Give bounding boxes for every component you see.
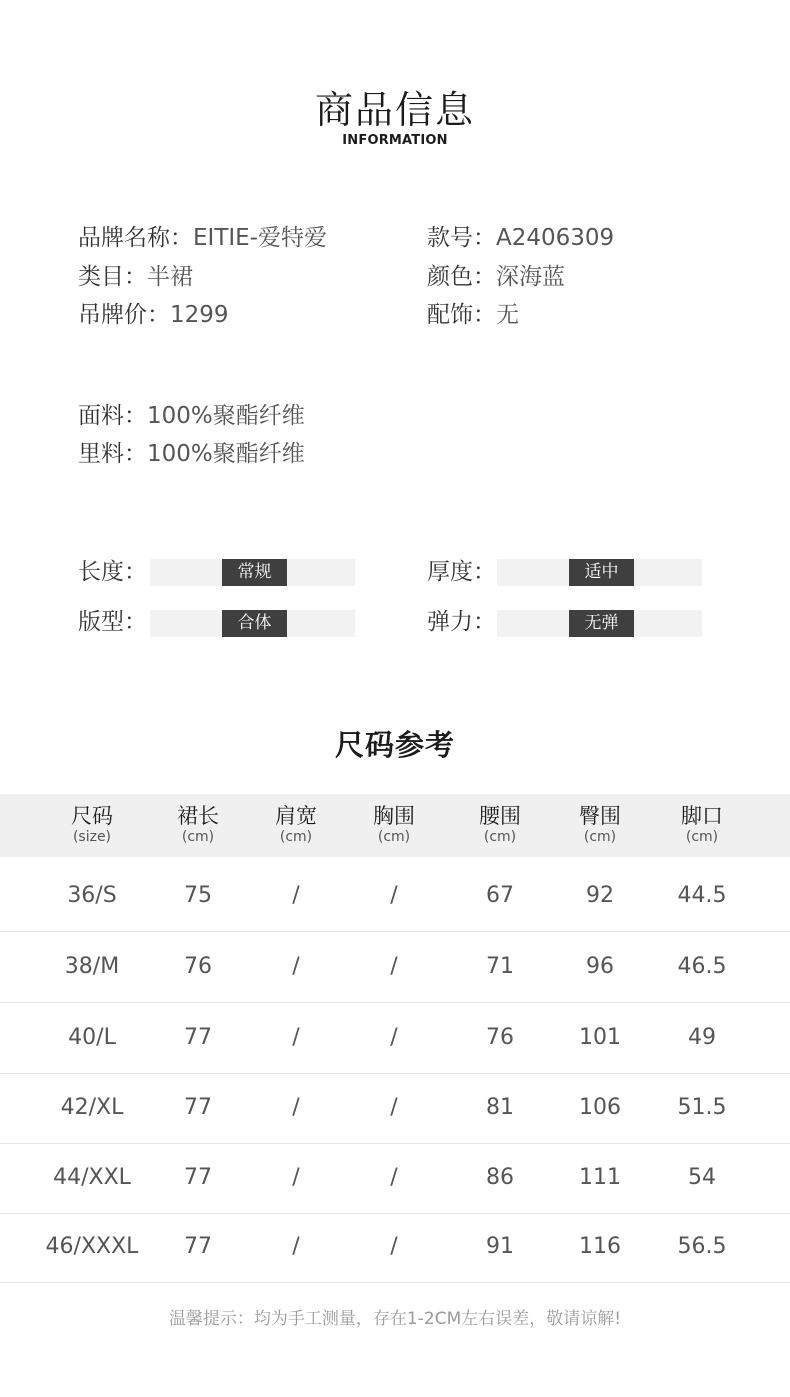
table-cell: 96 <box>586 954 614 979</box>
info-accessory-label: 配饰： <box>427 302 496 328</box>
table-cell: 86 <box>486 1165 514 1190</box>
info-category-value: 半裙 <box>147 264 193 290</box>
header-unit: (cm) <box>279 829 313 845</box>
info-fabric <box>78 401 305 431</box>
info-fabric-value: 100%聚酯纤维 <box>147 403 305 429</box>
table-row <box>0 1142 790 1214</box>
table-cell: 111 <box>579 1165 621 1190</box>
table-cell: 40/L <box>68 1025 116 1050</box>
table-cell: 77 <box>184 1234 212 1259</box>
table-cell: 54 <box>688 1165 716 1190</box>
info-accessory <box>427 300 519 330</box>
table-cell: 46/XXXL <box>45 1234 139 1259</box>
table-cell: 67 <box>486 883 514 908</box>
size-chart-title: 尺码参考 <box>334 728 455 762</box>
table-row <box>0 931 790 1003</box>
attr-fit-label: 版型： <box>78 609 147 635</box>
attr-thickness-label: 厚度： <box>427 559 496 585</box>
attr-elasticity-label: 弹力： <box>427 609 496 635</box>
attr-elasticity-chip: 无弹 <box>569 610 634 637</box>
table-cell: 38/M <box>64 954 120 979</box>
attr-fit-track <box>150 610 355 637</box>
table-cell: 92 <box>586 883 614 908</box>
table-cell: 75 <box>184 883 212 908</box>
page-title: 商品信息 <box>314 88 475 132</box>
info-style-no <box>427 223 614 253</box>
table-cell: / <box>390 1025 398 1050</box>
header-name: 裙长 <box>177 804 219 828</box>
table-cell: 44.5 <box>677 883 727 908</box>
header-name: 腰围 <box>479 804 521 828</box>
header-cell-size <box>42 803 142 845</box>
header-name: 脚口 <box>681 804 723 828</box>
table-row <box>0 1211 790 1283</box>
table-cell: / <box>292 1165 300 1190</box>
attr-length-label: 长度： <box>78 559 147 585</box>
header-cell-hem <box>652 803 752 845</box>
info-accessory-value: 无 <box>496 302 519 328</box>
table-cell: / <box>390 883 398 908</box>
info-category-label: 类目： <box>78 264 147 290</box>
measurement-note: 温馨提示：均为手工测量，存在1-2CM左右误差，敬请谅解! <box>168 1309 622 1329</box>
header-name: 尺码 <box>71 804 113 828</box>
table-cell: 71 <box>486 954 514 979</box>
header-unit: (cm) <box>377 829 411 845</box>
attr-length-track <box>150 559 355 586</box>
table-cell: 77 <box>184 1025 212 1050</box>
table-cell: 56.5 <box>677 1234 727 1259</box>
attr-fit-chip: 合体 <box>222 610 287 637</box>
table-cell: / <box>390 954 398 979</box>
table-cell: 106 <box>579 1095 621 1120</box>
info-lining-label: 里料： <box>78 441 147 467</box>
info-color <box>427 262 565 292</box>
info-brand <box>78 223 327 253</box>
header-unit: (cm) <box>685 829 719 845</box>
size-table-header <box>0 794 790 857</box>
header-unit: (size) <box>72 829 112 845</box>
table-cell: / <box>390 1234 398 1259</box>
table-cell: 76 <box>184 954 212 979</box>
table-cell: / <box>292 1095 300 1120</box>
table-cell: 51.5 <box>677 1095 727 1120</box>
info-brand-label: 品牌名称： <box>78 225 193 251</box>
header-unit: (cm) <box>483 829 517 845</box>
page-subtitle: INFORMATION <box>342 133 448 148</box>
header-cell-waist <box>450 803 550 845</box>
header-unit: (cm) <box>583 829 617 845</box>
header-name: 肩宽 <box>275 804 317 828</box>
header-cell-hip <box>550 803 650 845</box>
table-cell: 91 <box>486 1234 514 1259</box>
info-color-value: 深海蓝 <box>496 264 565 290</box>
info-lining-value: 100%聚酯纤维 <box>147 441 305 467</box>
info-color-label: 颜色： <box>427 264 496 290</box>
table-cell: 49 <box>688 1025 716 1050</box>
table-cell: 101 <box>579 1025 621 1050</box>
table-cell: / <box>292 1025 300 1050</box>
info-lining <box>78 439 305 469</box>
info-brand-value: EITIE-爱特爱 <box>193 225 327 251</box>
table-cell: / <box>390 1165 398 1190</box>
table-cell: / <box>390 1095 398 1120</box>
header-cell-skirt-length <box>148 803 248 845</box>
header-cell-shoulder <box>246 803 346 845</box>
info-price-label: 吊牌价： <box>78 302 170 328</box>
table-cell: 76 <box>486 1025 514 1050</box>
header-unit: (cm) <box>181 829 215 845</box>
table-cell: / <box>292 1234 300 1259</box>
table-row <box>0 1072 790 1144</box>
attr-length-chip: 常规 <box>222 559 287 586</box>
header-name: 胸围 <box>373 804 415 828</box>
info-style-no-value: A2406309 <box>496 225 615 251</box>
attr-thickness-chip: 适中 <box>569 559 634 586</box>
info-price-value: 1299 <box>170 302 229 328</box>
table-cell: / <box>292 883 300 908</box>
table-row <box>0 1002 790 1074</box>
table-cell: 77 <box>184 1165 212 1190</box>
attr-elasticity-track <box>497 610 702 637</box>
header-cell-bust <box>344 803 444 845</box>
table-cell: 77 <box>184 1095 212 1120</box>
table-cell: 116 <box>579 1234 621 1259</box>
table-row <box>0 860 790 932</box>
info-style-no-label: 款号： <box>427 225 496 251</box>
table-cell: 42/XL <box>60 1095 124 1120</box>
table-cell: / <box>292 954 300 979</box>
table-cell: 36/S <box>67 883 117 908</box>
table-cell: 81 <box>486 1095 514 1120</box>
table-cell: 46.5 <box>677 954 727 979</box>
attr-thickness-track <box>497 559 702 586</box>
info-fabric-label: 面料： <box>78 403 147 429</box>
info-category <box>78 262 193 292</box>
table-cell: 44/XXL <box>53 1165 131 1190</box>
header-name: 臀围 <box>579 804 621 828</box>
info-price <box>78 300 229 330</box>
